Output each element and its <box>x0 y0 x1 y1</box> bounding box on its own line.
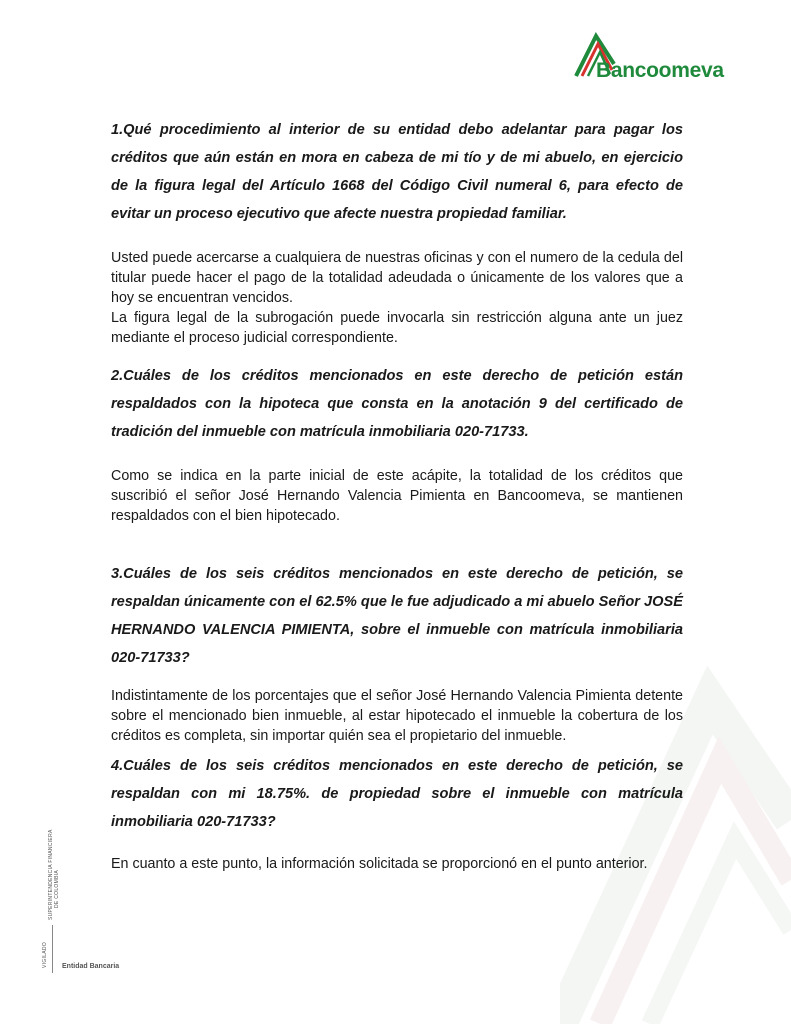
brand-name: Bancoomeva <box>596 59 724 82</box>
question-2: 2.Cuáles de los créditos mencionados en este derecho de petición están respaldados con la hipoteca que consta en la anotación 9 del certificado de tradición del inmueble con matrícula inmobiliaria 020-71733. <box>111 368 683 440</box>
answer-1-paragraph-2: La figura legal de la subrogación puede invocarla sin restricción alguna ante un juez mediante el proceso judicial correspondiente. <box>111 310 683 346</box>
answer-2-paragraph-1: Como se indica en la parte inicial de este acápite, la totalidad de los créditos que suscribió el señor José Hernando Valencia Pimienta en Bancoomeva, se mantienen respaldados con el bien hipotecado. <box>111 468 683 524</box>
question-4: 4.Cuáles de los seis créditos mencionados en este derecho de petición, se respaldan con mi 18.75%. de propiedad sobre el inmueble con matrícula inmobiliaria 020-71733? <box>111 758 683 830</box>
question-3: 3.Cuáles de los seis créditos mencionados en este derecho de petición, se respaldan únicamente con el 62.5% que le fue adjudicado a mi abuelo Señor JOSÉ HERNANDO VALENCIA PIMIENTA, sobre el inmueble con matrícula inmobiliaria 020-71733? <box>111 566 683 666</box>
entity-label: Entidad Bancaria <box>62 963 120 970</box>
answer-4-paragraph-1: En cuanto a este punto, la información solicitada se proporcionó en el punto anterior. <box>111 856 648 872</box>
answer-1-paragraph-1: Usted puede acercarse a cualquiera de nuestras oficinas y con el numero de la cedula del titular puede hacer el pago de la totalidad adeudada o únicamente de los valores que a hoy se encuentran vencidos. <box>111 250 683 306</box>
bancoomeva-logo <box>566 30 746 90</box>
document-body <box>111 116 683 874</box>
superintendencia-line-2: DE COLOMBIA <box>54 869 60 908</box>
stamp-divider <box>52 925 53 973</box>
question-1: 1.Qué procedimiento al interior de su entidad debo adelantar para pagar los créditos que aún están en mora en cabeza de mi tío y de mi abuelo, en ejercicio de la figura legal del Artículo 1668 del Código Civil numeral 6, para efecto de evitar un proceso ejecutivo que afecte nuestra propiedad familiar. <box>111 122 683 222</box>
vigilado-label: VIGILADO <box>42 941 48 968</box>
supervision-stamp <box>38 829 60 970</box>
answer-3-paragraph-1: Indistintamente de los porcentajes que el señor José Hernando Valencia Pimienta detente sobre el mencionado bien inmueble, al estar hipotecado el inmueble la cobertura de los créditos es completa, sin importar quién sea el propietario del inmueble. <box>111 688 683 744</box>
superintendencia-line-1: SUPERINTENDENCIA FINANCIERA <box>48 829 54 920</box>
